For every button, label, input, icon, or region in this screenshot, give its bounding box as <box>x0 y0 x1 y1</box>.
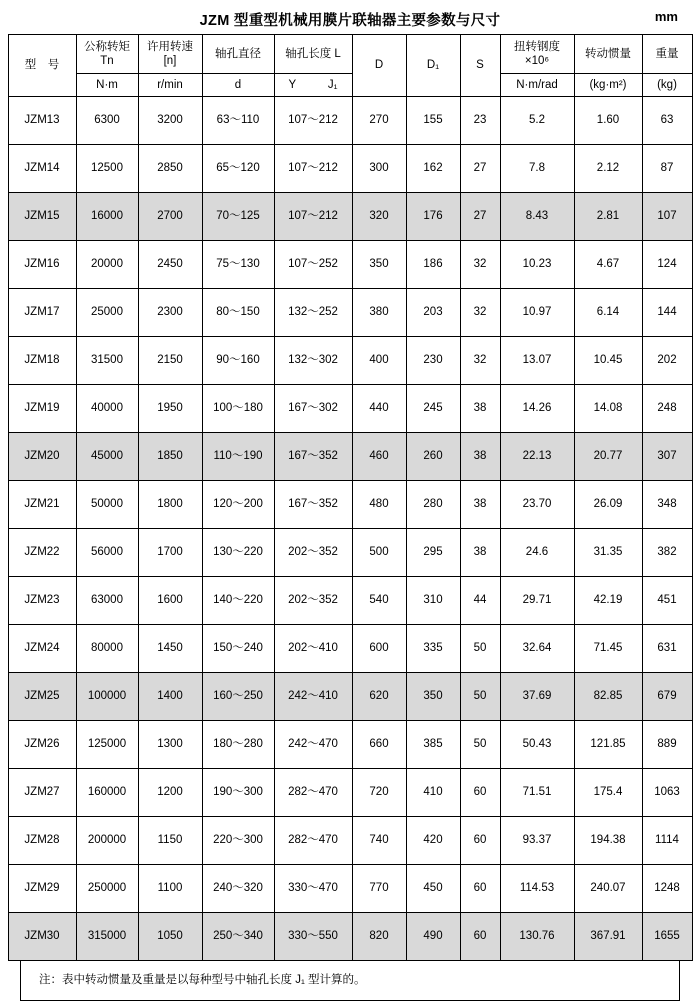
cell-speed: 1450 <box>138 625 202 673</box>
cell-inertia: 14.08 <box>574 385 642 433</box>
cell-D: 720 <box>352 769 406 817</box>
table-row <box>8 481 692 529</box>
cell-D1: 295 <box>406 529 460 577</box>
cell-weight: 307 <box>642 433 692 481</box>
cell-D: 770 <box>352 865 406 913</box>
cell-torque: 250000 <box>76 865 138 913</box>
cell-D: 300 <box>352 145 406 193</box>
cell-model: JZM17 <box>8 289 76 337</box>
cell-S: 32 <box>460 289 500 337</box>
cell-S: 23 <box>460 97 500 145</box>
cell-torque: 315000 <box>76 913 138 961</box>
table-row <box>8 673 692 721</box>
cell-inertia: 1.60 <box>574 97 642 145</box>
cell-bore-L: 242～470 <box>274 721 352 769</box>
cell-inertia: 20.77 <box>574 433 642 481</box>
cell-D: 380 <box>352 289 406 337</box>
cell-D: 620 <box>352 673 406 721</box>
header-weight: 重量 <box>642 35 692 74</box>
cell-D: 350 <box>352 241 406 289</box>
cell-model: JZM26 <box>8 721 76 769</box>
table-row <box>8 865 692 913</box>
cell-weight: 1114 <box>642 817 692 865</box>
cell-D1: 186 <box>406 241 460 289</box>
cell-S: 44 <box>460 577 500 625</box>
table-header <box>8 35 692 97</box>
cell-bore-d: 75～130 <box>202 241 274 289</box>
cell-torque: 40000 <box>76 385 138 433</box>
title-row <box>0 0 700 34</box>
cell-torque: 45000 <box>76 433 138 481</box>
cell-D1: 176 <box>406 193 460 241</box>
cell-D: 400 <box>352 337 406 385</box>
cell-weight: 63 <box>642 97 692 145</box>
spec-table <box>8 34 693 961</box>
cell-bore-d: 90～160 <box>202 337 274 385</box>
cell-bore-d: 130～220 <box>202 529 274 577</box>
cell-torque: 63000 <box>76 577 138 625</box>
cell-inertia: 6.14 <box>574 289 642 337</box>
cell-torque: 200000 <box>76 817 138 865</box>
cell-speed: 1100 <box>138 865 202 913</box>
cell-speed: 1200 <box>138 769 202 817</box>
cell-D1: 410 <box>406 769 460 817</box>
cell-bore-L: 242～410 <box>274 673 352 721</box>
cell-inertia: 10.45 <box>574 337 642 385</box>
header-bore-diameter-symbol: d <box>202 74 274 97</box>
cell-inertia: 31.35 <box>574 529 642 577</box>
cell-S: 27 <box>460 145 500 193</box>
cell-D1: 203 <box>406 289 460 337</box>
cell-D1: 420 <box>406 817 460 865</box>
cell-speed: 1800 <box>138 481 202 529</box>
header-stiffness <box>500 35 574 74</box>
cell-model: JZM22 <box>8 529 76 577</box>
table-row <box>8 721 692 769</box>
cell-bore-L: 167～352 <box>274 481 352 529</box>
cell-speed: 2300 <box>138 289 202 337</box>
cell-bore-d: 80～150 <box>202 289 274 337</box>
cell-torque: 50000 <box>76 481 138 529</box>
cell-torque: 31500 <box>76 337 138 385</box>
table-body <box>8 97 692 961</box>
cell-torque: 100000 <box>76 673 138 721</box>
cell-bore-d: 240～320 <box>202 865 274 913</box>
header-bore-length-symbols <box>274 74 352 97</box>
cell-D1: 230 <box>406 337 460 385</box>
cell-bore-d: 110～190 <box>202 433 274 481</box>
cell-bore-L: 282～470 <box>274 817 352 865</box>
cell-model: JZM28 <box>8 817 76 865</box>
cell-S: 38 <box>460 433 500 481</box>
cell-torque: 25000 <box>76 289 138 337</box>
header-speed-line1: 许用转速 <box>147 40 193 53</box>
table-row <box>8 913 692 961</box>
cell-bore-d: 250～340 <box>202 913 274 961</box>
cell-bore-d: 140～220 <box>202 577 274 625</box>
header-torque-line2: Tn <box>100 55 114 67</box>
cell-model: JZM21 <box>8 481 76 529</box>
cell-D1: 335 <box>406 625 460 673</box>
cell-D: 660 <box>352 721 406 769</box>
cell-speed: 1400 <box>138 673 202 721</box>
cell-D1: 385 <box>406 721 460 769</box>
unit-label: mm <box>654 9 678 24</box>
cell-torque: 20000 <box>76 241 138 289</box>
cell-model: JZM13 <box>8 97 76 145</box>
cell-speed: 3200 <box>138 97 202 145</box>
header-torque-line1: 公称转矩 <box>84 40 130 53</box>
cell-stiffness: 50.43 <box>500 721 574 769</box>
cell-D1: 490 <box>406 913 460 961</box>
cell-S: 60 <box>460 913 500 961</box>
cell-inertia: 175.4 <box>574 769 642 817</box>
table-row <box>8 625 692 673</box>
cell-D1: 155 <box>406 97 460 145</box>
cell-bore-L: 202～352 <box>274 577 352 625</box>
cell-weight: 144 <box>642 289 692 337</box>
cell-weight: 87 <box>642 145 692 193</box>
cell-bore-L: 107～212 <box>274 145 352 193</box>
cell-stiffness: 10.97 <box>500 289 574 337</box>
cell-speed: 1850 <box>138 433 202 481</box>
header-stiffness-line1: 扭转钢度 <box>514 40 560 53</box>
cell-bore-d: 100～180 <box>202 385 274 433</box>
cell-stiffness: 13.07 <box>500 337 574 385</box>
cell-stiffness: 24.6 <box>500 529 574 577</box>
cell-speed: 2850 <box>138 145 202 193</box>
cell-bore-L: 167～302 <box>274 385 352 433</box>
cell-weight: 348 <box>642 481 692 529</box>
cell-speed: 1950 <box>138 385 202 433</box>
cell-weight: 451 <box>642 577 692 625</box>
cell-S: 50 <box>460 721 500 769</box>
header-speed-unit: r/min <box>138 74 202 97</box>
header-bore-diameter: 轴孔直径 <box>202 35 274 74</box>
cell-D: 480 <box>352 481 406 529</box>
cell-bore-L: 202～410 <box>274 625 352 673</box>
cell-model: JZM24 <box>8 625 76 673</box>
cell-stiffness: 71.51 <box>500 769 574 817</box>
cell-D: 460 <box>352 433 406 481</box>
table-row <box>8 385 692 433</box>
cell-model: JZM15 <box>8 193 76 241</box>
cell-bore-d: 65～120 <box>202 145 274 193</box>
cell-bore-L: 330～550 <box>274 913 352 961</box>
table-row <box>8 577 692 625</box>
cell-stiffness: 37.69 <box>500 673 574 721</box>
cell-S: 38 <box>460 529 500 577</box>
table-row <box>8 769 692 817</box>
cell-bore-d: 70～125 <box>202 193 274 241</box>
cell-speed: 2450 <box>138 241 202 289</box>
cell-inertia: 367.91 <box>574 913 642 961</box>
cell-stiffness: 93.37 <box>500 817 574 865</box>
cell-S: 50 <box>460 673 500 721</box>
header-bore-length-Y: Y <box>288 78 296 91</box>
cell-inertia: 121.85 <box>574 721 642 769</box>
cell-S: 60 <box>460 769 500 817</box>
header-D1: D₁ <box>406 35 460 97</box>
cell-speed: 2700 <box>138 193 202 241</box>
cell-stiffness: 22.13 <box>500 433 574 481</box>
cell-model: JZM27 <box>8 769 76 817</box>
cell-D1: 310 <box>406 577 460 625</box>
cell-stiffness: 7.8 <box>500 145 574 193</box>
cell-speed: 1700 <box>138 529 202 577</box>
table-row <box>8 289 692 337</box>
cell-D: 440 <box>352 385 406 433</box>
cell-weight: 679 <box>642 673 692 721</box>
table-row <box>8 145 692 193</box>
cell-model: JZM25 <box>8 673 76 721</box>
header-model: 型 号 <box>8 35 76 97</box>
cell-torque: 6300 <box>76 97 138 145</box>
cell-S: 27 <box>460 193 500 241</box>
cell-S: 60 <box>460 817 500 865</box>
cell-torque: 160000 <box>76 769 138 817</box>
cell-S: 50 <box>460 625 500 673</box>
cell-model: JZM16 <box>8 241 76 289</box>
cell-bore-L: 330～470 <box>274 865 352 913</box>
cell-weight: 124 <box>642 241 692 289</box>
cell-bore-d: 190～300 <box>202 769 274 817</box>
cell-weight: 889 <box>642 721 692 769</box>
cell-bore-L: 107～212 <box>274 97 352 145</box>
header-inertia: 转动惯量 <box>574 35 642 74</box>
cell-bore-L: 202～352 <box>274 529 352 577</box>
table-row <box>8 433 692 481</box>
cell-speed: 1150 <box>138 817 202 865</box>
header-speed-line2: [n] <box>163 55 177 67</box>
cell-inertia: 4.67 <box>574 241 642 289</box>
cell-speed: 1600 <box>138 577 202 625</box>
cell-stiffness: 32.64 <box>500 625 574 673</box>
cell-D1: 162 <box>406 145 460 193</box>
table-row <box>8 337 692 385</box>
header-torque-unit: N·m <box>76 74 138 97</box>
header-inertia-unit: (kg·m²) <box>574 74 642 97</box>
cell-torque: 16000 <box>76 193 138 241</box>
table-note: 注：表中转动惯量及重量是以每种型号中轴孔长度 J₁ 型计算的。 <box>20 961 680 1001</box>
cell-model: JZM18 <box>8 337 76 385</box>
header-torque <box>76 35 138 74</box>
cell-bore-L: 107～212 <box>274 193 352 241</box>
header-S: S <box>460 35 500 97</box>
cell-bore-L: 107～252 <box>274 241 352 289</box>
cell-bore-d: 180～280 <box>202 721 274 769</box>
header-D: D <box>352 35 406 97</box>
cell-inertia: 42.19 <box>574 577 642 625</box>
cell-bore-L: 132～252 <box>274 289 352 337</box>
header-speed <box>138 35 202 74</box>
cell-model: JZM30 <box>8 913 76 961</box>
cell-weight: 1655 <box>642 913 692 961</box>
table-row <box>8 241 692 289</box>
cell-stiffness: 114.53 <box>500 865 574 913</box>
cell-inertia: 82.85 <box>574 673 642 721</box>
cell-weight: 631 <box>642 625 692 673</box>
cell-D: 740 <box>352 817 406 865</box>
cell-D: 500 <box>352 529 406 577</box>
header-stiffness-line2: ×10⁶ <box>524 55 550 67</box>
cell-S: 32 <box>460 241 500 289</box>
cell-D: 820 <box>352 913 406 961</box>
cell-D1: 280 <box>406 481 460 529</box>
cell-bore-d: 120～200 <box>202 481 274 529</box>
table-row <box>8 529 692 577</box>
header-stiffness-unit: N·m/rad <box>500 74 574 97</box>
cell-bore-L: 167～352 <box>274 433 352 481</box>
cell-torque: 125000 <box>76 721 138 769</box>
cell-S: 38 <box>460 385 500 433</box>
cell-inertia: 240.07 <box>574 865 642 913</box>
cell-inertia: 194.38 <box>574 817 642 865</box>
cell-model: JZM14 <box>8 145 76 193</box>
cell-weight: 1063 <box>642 769 692 817</box>
cell-weight: 107 <box>642 193 692 241</box>
cell-speed: 1300 <box>138 721 202 769</box>
table-row <box>8 193 692 241</box>
cell-D: 600 <box>352 625 406 673</box>
cell-bore-L: 282～470 <box>274 769 352 817</box>
cell-torque: 56000 <box>76 529 138 577</box>
page-title: JZM 型重型机械用膜片联轴器主要参数与尺寸 <box>199 13 501 29</box>
cell-model: JZM20 <box>8 433 76 481</box>
cell-D1: 245 <box>406 385 460 433</box>
table-row <box>8 97 692 145</box>
cell-stiffness: 29.71 <box>500 577 574 625</box>
cell-weight: 248 <box>642 385 692 433</box>
cell-stiffness: 8.43 <box>500 193 574 241</box>
cell-bore-d: 150～240 <box>202 625 274 673</box>
cell-inertia: 2.81 <box>574 193 642 241</box>
cell-D: 540 <box>352 577 406 625</box>
cell-inertia: 71.45 <box>574 625 642 673</box>
cell-bore-d: 63～110 <box>202 97 274 145</box>
cell-bore-d: 160～250 <box>202 673 274 721</box>
cell-D: 320 <box>352 193 406 241</box>
cell-weight: 202 <box>642 337 692 385</box>
cell-S: 32 <box>460 337 500 385</box>
cell-stiffness: 10.23 <box>500 241 574 289</box>
cell-speed: 2150 <box>138 337 202 385</box>
cell-D1: 450 <box>406 865 460 913</box>
cell-inertia: 2.12 <box>574 145 642 193</box>
header-bore-length-J1: J₁ <box>327 78 338 91</box>
header-bore-length: 轴孔长度 L <box>274 35 352 74</box>
cell-D1: 350 <box>406 673 460 721</box>
cell-torque: 80000 <box>76 625 138 673</box>
cell-model: JZM29 <box>8 865 76 913</box>
cell-stiffness: 23.70 <box>500 481 574 529</box>
cell-D: 270 <box>352 97 406 145</box>
cell-model: JZM23 <box>8 577 76 625</box>
cell-speed: 1050 <box>138 913 202 961</box>
cell-stiffness: 5.2 <box>500 97 574 145</box>
cell-D1: 260 <box>406 433 460 481</box>
cell-stiffness: 130.76 <box>500 913 574 961</box>
cell-stiffness: 14.26 <box>500 385 574 433</box>
table-row <box>8 817 692 865</box>
cell-weight: 382 <box>642 529 692 577</box>
cell-bore-d: 220～300 <box>202 817 274 865</box>
cell-weight: 1248 <box>642 865 692 913</box>
cell-bore-L: 132～302 <box>274 337 352 385</box>
cell-torque: 12500 <box>76 145 138 193</box>
header-weight-unit: (kg) <box>642 74 692 97</box>
cell-S: 38 <box>460 481 500 529</box>
cell-inertia: 26.09 <box>574 481 642 529</box>
cell-S: 60 <box>460 865 500 913</box>
cell-model: JZM19 <box>8 385 76 433</box>
